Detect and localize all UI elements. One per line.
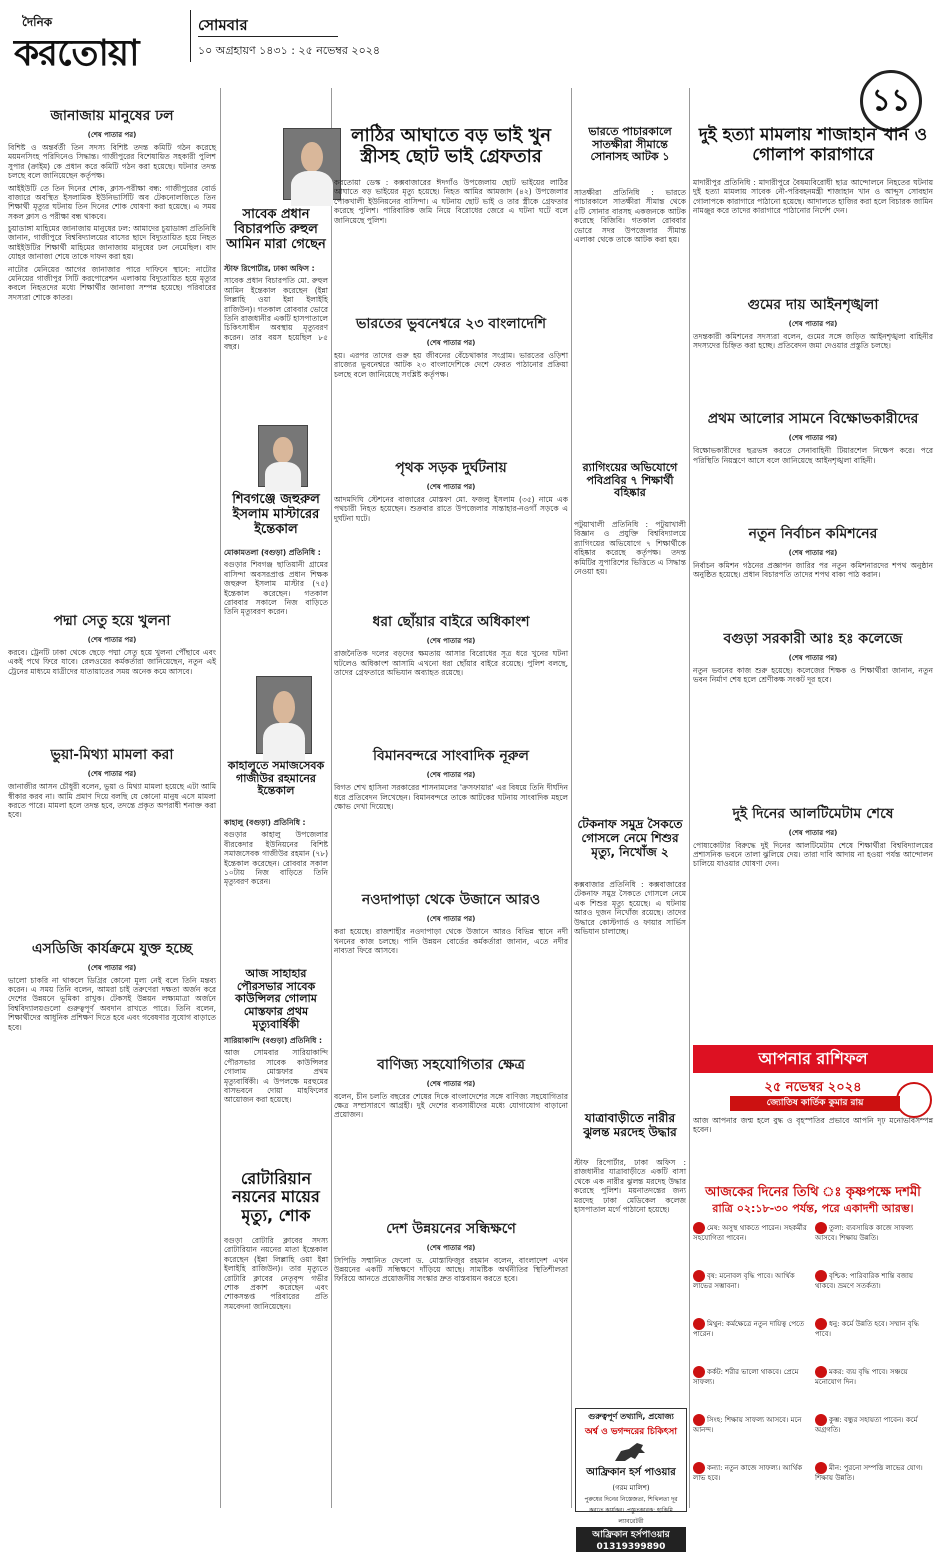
horoscope-text: কর্কট: শরীর ভালো থাকবে। প্রেমে সাফল্য।	[693, 1368, 799, 1386]
article-headline: নতুন নির্বাচন কমিশনের	[748, 526, 878, 542]
text-filler	[334, 680, 568, 740]
zodiac-sign-icon	[815, 1366, 827, 1378]
zodiac-sign-icon	[693, 1462, 705, 1474]
text-filler	[334, 1123, 568, 1213]
zodiac-sign-icon	[693, 1318, 705, 1330]
portrait-photo	[256, 676, 312, 754]
ad-phone: আফ্রিকান হর্সপাওয়ার 01319399890	[576, 1527, 686, 1552]
horoscope-text: সিংহ: শিক্ষায় সাফল্য আসবে। মনে আনন্দ।	[693, 1416, 802, 1434]
column-5	[693, 178, 933, 1043]
obituary-2	[224, 548, 328, 668]
column-divider	[331, 88, 332, 1508]
zodiac-wheel-icon	[896, 1082, 932, 1118]
article-headline: ভুয়া-মিথ্যা মামলা করা	[50, 747, 174, 764]
portrait-photo	[258, 425, 308, 487]
horoscope-item	[693, 1318, 811, 1364]
article-headline: জানাজায় মানুষের ঢল	[50, 108, 174, 124]
column-divider	[220, 88, 221, 1508]
continued-note: (শেষ পাতার পর)	[87, 131, 137, 139]
article-headline: দেশ উন্নয়নের সন্ধিক্ষণে	[386, 1220, 516, 1237]
article-headline: র‌্যাগিংয়ের অভিযোগে পবিপ্রবির ৭ শিক্ষার্থী বহিষ্কার	[582, 461, 678, 500]
horoscope-text: মিথুন: কর্মক্ষেত্রে নতুন দায়িত্ব পেতে পারেন।	[693, 1320, 805, 1338]
article-text: বলেন, চীন চলতি বছরের শেষের দিকে বাংলাদেশের সঙ্গে বাণিজ্য সহযোগিতার ক্ষেত্র সম্প্রসারণে আগ্রহী। দুই দেশের ব্যবসায়ীদের মধ্যে যোগাযোগ বাড়ানো প্রয়োজন।	[334, 1091, 568, 1120]
article-text: বিক্ষোভকারীদের ছত্রভঙ্গ করতে সেনাবাহিনী টিয়ারশেল নিক্ষেপ করে। পরে পরিস্থিতি নিয়ন্ত্রণে আসে বলে জানিয়েছে আইনশৃঙ্খলা বাহিনী।	[693, 446, 933, 465]
horse-icon	[611, 1439, 651, 1465]
article-text: বিশিষ্ট ও অন্তর্বর্তী তিন সদস্য বিশিষ্ট তদন্ত কমিটি গঠন করেছে ময়মনসিংহ পরিদিনেও সিদ্ধান্ত। গাজীপুরের বিশেষায়িত সহকারী পুলিশ সুপার (ক্রাইম) কে প্রধান করে কমিটি গঠন করা হয়েছে। ঘটনার তদন্ত চলছে বলে জানিয়েছেন কর্তৃপক্ষ।	[8, 143, 216, 181]
text-filler	[693, 353, 933, 403]
zodiac-sign-icon	[815, 1270, 827, 1282]
continued-note: (শেষ পাতার পর)	[426, 483, 476, 491]
horoscope-item	[815, 1318, 933, 1364]
continued-note: (শেষ পাতার পর)	[426, 338, 476, 347]
text-filler	[693, 583, 933, 623]
article-headline: বগুড়া সরকারী আঃ হঃ কলেজে	[723, 630, 903, 647]
article-text: চুয়াডাঙ্গা মাহিমের জানাজায় মানুষের ঢল: আমাদের চুয়াডাঙ্গা প্রতিনিধি জানান, গাজীপুরে বিশ্ববিদ্যালয়ের বাসের ছাদে বিদ্যুতায়িত হয়ে নিহত আইইউটির শিক্ষার্থী মাহিমের জানাজায় মানুষের ঢল নেমেছিল। বাদ যোহর জানাজা শেষে তাকে দাফন করা হয়।	[8, 224, 216, 262]
continued-note: (শেষ পাতার পর)	[426, 771, 476, 780]
horoscope-author: জ্যোতিষ কার্তিক কুমার রায়	[730, 1096, 900, 1111]
horoscope-text: বৃশ্চিক: পারিবারিক শান্তি বজায় থাকবে। ভ্রমণে সতর্কতা।	[815, 1272, 914, 1290]
continued-note: (শেষ পাতার পর)	[426, 915, 476, 924]
article-headline: রোটারিয়ান নয়নের মায়ের মৃত্যু, শোক	[232, 1169, 320, 1225]
zodiac-sign-icon	[815, 1414, 827, 1426]
advertisement	[575, 1408, 687, 1552]
article-text: আইইউটি তে তিন দিনের শোক, ক্লাস-পরীক্ষা বন্ধ: গাজীপুরের বোর্ড বাজারে অবস্থিত ইসলামিক ইউনিভার্সিটি অব টেকনোলজিতে তিন শিক্ষার্থী মৃত্যুর ঘটনায় তিন দিনের শোক ঘোষণা করা হয়েছে। এ সময় সকল ক্লাস ও পরীক্ষা বন্ধ থাকবে।	[8, 183, 216, 221]
horoscope-text: কন্যা: নতুন কাজে সাফল্য। আর্থিক লাভ হবে।	[693, 1464, 803, 1482]
portrait-photo	[283, 128, 341, 200]
text-filler	[8, 823, 216, 933]
page-number: ১১	[860, 70, 922, 132]
zodiac-sign-icon	[693, 1270, 705, 1282]
article-text: বিগত শেখ হাসিনা সরকারের শাসনামলের 'ক্রসফায়ার' এর বিষয়ে তিনি দীর্ঘদিন ধরে প্রতিবেদন লিখেছেন। বিমানবন্দরে তাকে আটকের ঘটনায় সাংবাদিক মহলে ক্ষোভ দেখা দিয়েছে।	[334, 783, 568, 811]
byline: সারিয়াকান্দি (বগুড়া) প্রতিনিধি :	[224, 1036, 322, 1045]
horoscope-item	[815, 1414, 933, 1460]
column-4-article-3	[574, 880, 686, 1100]
zodiac-sign-icon	[693, 1366, 705, 1378]
article-text: পটুয়াখালী প্রতিনিধি : পটুয়াখালী বিজ্ঞান ও প্রযুক্তি বিশ্ববিদ্যালয়ে র‌্যাগিংয়ের অভিযোগে ৭ শিক্ষার্থীকে বহিষ্কার করেছে কর্তৃপক্ষ। তদন্ত কমিটির সুপারিশের ভিত্তিতে এ সিদ্ধান্ত নেওয়া হয়।	[574, 520, 686, 576]
ad-line: অর্শ্ব ও ভগন্দরের চিকিৎসা	[585, 1427, 677, 1437]
ad-line: (গরম মালিশ)	[612, 1484, 650, 1492]
text-filler	[693, 688, 933, 798]
article-headline: গুমের দায় আইনশৃঙ্খলা	[747, 296, 879, 313]
article-headline: পৃথক সড়ক দুর্ঘটনায়	[395, 460, 507, 476]
horoscope-intro-text: আজ আপনার জন্ম হলে বুদ্ধ ও বৃহস্পতির প্রভাবে আপনি দৃঢ় মনোভাবসম্পন্ন হবেন।	[693, 1116, 933, 1135]
horoscope-text: বৃষ: মনোবল বৃদ্ধি পাবে। আর্থিক লাভের সম্ভাবনা।	[693, 1272, 795, 1290]
byline: স্টাফ রিপোর্টার, ঢাকা অফিস :	[224, 264, 315, 273]
issue-day: সোমবার	[198, 16, 248, 34]
continued-note: (শেষ পাতার পর)	[426, 1079, 476, 1088]
article-text: বগুড়ার শিবগঞ্জ ছাতিয়ানী গ্রামের বাসিন্দা অবসরপ্রাপ্ত প্রধান শিক্ষক জহুরুল ইসলাম মাস্টার (৭৫) ইন্তেকাল করেছেন। গতকাল রোববার সকালে নিজ বাড়িতে তিনি মৃত্যুবরণ করেন।	[224, 560, 328, 617]
continued-note: (শেষ পাতার পর)	[87, 770, 137, 779]
article-headline: বিমানবন্দরে সাংবাদিক নূরুল	[373, 748, 529, 765]
text-filler	[8, 305, 216, 605]
article-headline: বাণিজ্য সহযোগিতার ক্ষেত্র	[377, 1056, 525, 1073]
article-text: নির্বাচন কমিশন গঠনের প্রজ্ঞাপন জারির পর নতুন কমিশনারদের শপথ অনুষ্ঠান অনুষ্ঠিত হয়েছে। প্রধান বিচারপতি তাদের শপথ বাক্য পাঠ করান।	[693, 561, 933, 580]
article-text: বগুড়ার কাহালু উপজেলার বীরকেদার ইউনিয়নের বিশিষ্ট সমাজসেবক গাজীউর রহমান (৭৮) ইন্তেকাল করেছেন। রোববার সকাল ১০টায় নিজ বাড়িতে তিনি মৃত্যুবরণ করেন।	[224, 830, 328, 887]
horoscope-text: কুম্ভ: বন্ধুর সহায়তা পাবেন। কর্মে অগ্রগতি।	[815, 1416, 918, 1434]
text-filler	[334, 382, 568, 452]
text-filler	[693, 219, 933, 289]
article-text: হয়। এরপর তাদের গুরু হয় জীবনের বেঁচেথাকার সংগ্রাম। ভারতের ওড়িশা রাজ্যের ভুবনেশ্বরে আটক ২৩ বাংলাদেশিকে দেশে ফেরত পাঠানোর প্রক্রিয়া চলছে বলে জানিয়েছে সংশ্লিষ্ট কর্তৃপক্ষ।	[334, 350, 568, 379]
zodiac-sign-icon	[815, 1318, 827, 1330]
masthead-date-rule	[198, 36, 338, 37]
continued-note: (শেষ পাতার পর)	[788, 434, 838, 443]
column-4-article-4	[574, 1158, 686, 1398]
column-4-article-1	[574, 188, 686, 458]
article-headline: ভারতে পাচারকালে সাতক্ষীরা সীমান্তে সোনাসহ আটক ১	[588, 125, 672, 164]
article-text: রাজনৈতিক দলের বড়দের ক্ষমতায় আসার বিরোধের সূত্র ধরে খুনের ঘটনা ঘটলেও অধিকাংশ আসামি এখনো ধরা ছোঁয়ার বাইরে রয়েছে। পুলিশ বলছে, তাদের গ্রেফতারে অভিযান অব্যাহত রয়েছে।	[334, 649, 568, 677]
obituary-3	[224, 818, 328, 958]
article-text: নতুন ভবনের কাজ শুরু হয়েছে। কলেজের শিক্ষক ও শিক্ষার্থীরা জানান, নতুন ভবন নির্মাণ শেষ হলে শ্রেণীকক্ষ সংকট দূর হবে।	[693, 665, 933, 685]
issue-date: ১০ অগ্রহায়ণ ১৪৩১ : ২৫ নভেম্বর ২০২৪	[198, 44, 381, 57]
continued-note: (শেষ পাতার পর)	[788, 653, 838, 662]
article-headline: সাবেক প্রধান বিচারপতি রুহুল আমিন মারা গেছেন	[226, 207, 326, 252]
horoscope-intro	[693, 1116, 933, 1180]
article-headline: এসডিজি কার্যক্রমে যুক্ত হচ্ছে	[31, 940, 193, 957]
article-headline: ভারতের ভুবনেশ্বরে ২৩ বাংলাদেশি	[355, 315, 546, 332]
article-headline: দুই হত্যা মামলায় শাজাহান খান ও গোলাপ কারাগারে	[698, 125, 928, 165]
horoscope-date: ২৫ নভেম্বর ২০২৪	[764, 1080, 862, 1095]
article-text: নাটোর মেনিয়ের আগের জানাজার পারে দাফিনে স্থানে: নাটোর মেনিয়ের গাজীপুর সিটি করপোরেশন এলাকায় বিদ্যুতায়িত হয়ে মৃত্যুর কবলে নিহতদের মধ্যে শিক্ষার্থীর জানাজা সম্পন্ন হয়েছে। পরিবারের সদস্যরা শোকে কাতর।	[8, 264, 216, 302]
obituary-4	[224, 1036, 328, 1166]
article-text: পোষ্যকোটার বিরুদ্ধে দুই দিনের আলটিমেটাম শেষে শিক্ষার্থীরা বিশ্ববিদ্যালয়ের প্রশাসনিক ভবনে তালা ঝুলিয়ে দেয়। তারা দাবি আদায় না হওয়া পর্যন্ত আন্দোলন চালিয়ে যাওয়ার ঘোষণা দেন।	[693, 840, 933, 869]
ad-line: গুরুত্বপূর্ণ তথ্যাদি, প্রযোজ্য	[588, 1412, 674, 1421]
ad-line: পুরুষের দিনের নিস্তেজতা, শিথিলতা দূর করতে কার্যকর। প্রস্তুতকারক: হাকিমি ল্যাবরেটরী	[584, 1496, 678, 1525]
horoscope-text: তুলা: ব্যবসায়িক কাজে সাফল্য আসবে। শিক্ষায় উন্নতি।	[815, 1224, 914, 1242]
horoscope-item	[815, 1366, 933, 1412]
obituary-1	[224, 264, 328, 424]
article-headline: শিবগঞ্জে জহুরুল ইসলাম মাস্টারের ইন্তেকাল	[232, 492, 320, 537]
horoscope-item	[815, 1222, 933, 1268]
column-1	[8, 100, 216, 1510]
article-text: তদন্তকারী কমিশনের সদস্যরা বলেন, গুমের সঙ্গে জড়িত আইনশৃঙ্খলা বাহিনীর সদস্যদের চিহ্নিত করা হচ্ছে। প্রতিবেদন জমা দেওয়ার প্রস্তুতি চলছে।	[693, 331, 933, 350]
newspaper-logo	[8, 8, 196, 72]
horoscope-text: ধনু: কর্মে উন্নতি হবে। সম্মান বৃদ্ধি পাবে।	[815, 1320, 919, 1338]
horoscope-item	[693, 1414, 811, 1460]
column-divider	[689, 88, 690, 1508]
article-headline: টেকনাফ সমুদ্র সৈকতে গোসলে নেমে শিশুর মৃত্যু, নিখোঁজ ২	[577, 817, 683, 859]
horoscope-grid	[693, 1222, 933, 1514]
article-headline: প্রথম আলোর সামনে বিক্ষোভকারীদের	[707, 411, 919, 428]
text-filler	[334, 526, 568, 606]
text-filler	[334, 228, 568, 308]
zodiac-sign-icon	[693, 1222, 705, 1234]
continued-note: (শেষ পাতার পর)	[788, 549, 838, 557]
ad-product-name: আফ্রিকান হর্স পাওয়ার	[586, 1467, 676, 1478]
article-text: করবে। ট্রেনটি ঢাকা থেকে ছেড়ে পদ্মা সেতু হয়ে খুলনা পৌঁছাবে এবং একই পথে ফিরে যাবে। রেলওয়ের কর্মকর্তারা জানিয়েছেন, নতুন এই ট্রেনের মাধ্যমে যাত্রীদের যাতায়াতের সময় অনেক কমে আসবে।	[8, 648, 216, 676]
horoscope-item	[693, 1270, 811, 1316]
horoscope-item	[693, 1462, 811, 1508]
horoscope-item	[815, 1462, 933, 1508]
article-text: স্টাফ রিপোর্টার, ঢাকা অফিস : রাজধানীর যাত্রাবাড়ীতে একটি বাসা থেকে এক নারীর ঝুলন্ত মরদেহ উদ্ধার করেছে পুলিশ। ময়নাতদন্তের জন্য মরদেহ ঢাকা মেডিকেল কলেজ হাসপাতাল মর্গে পাঠানো হয়েছে।	[574, 1158, 686, 1214]
article-text: করতোয়া ডেস্ক : কক্সবাজারের ঈদগাঁও উপজেলায় ছোট ভাইয়ের লাঠির আঘাতে বড় ভাইয়ের মৃত্যু হয়েছে। নিহত আমির আমজাদ (৪২) উপজেলার পোকখালী ইউনিয়নের বাসিন্দা। এ ঘটনায় ছোট ভাই ও তার স্ত্রীকে গ্রেফতার করেছে পুলিশ। পারিবারিক জমি নিয়ে বিরোধের জেরে এ ঘটনা ঘটে বলে জানিয়েছে পুলিশ।	[334, 178, 568, 225]
text-filler	[8, 679, 216, 739]
article-headline: আজ সাহাহার পৌরসভার সাবেক কাউন্সিলর গোলাম মোস্তফার প্রথম মৃত্যুবার্ষিকী	[235, 967, 317, 1031]
article-text: কক্সবাজার প্রতিনিধি : কক্সবাজারের টেকনাফ সমুদ্র সৈকতে গোসলে নেমে এক শিশুর মৃত্যু হয়েছে। এ ঘটনায় আরও দুজন নিখোঁজ রয়েছে। তাদের উদ্ধারে কোস্টগার্ড ও ফায়ার সার্ভিস অভিযান চালাচ্ছে।	[574, 880, 686, 936]
continued-note: (শেষ পাতার পর)	[426, 637, 476, 646]
continued-note: (শেষ পাতার পর)	[87, 963, 137, 972]
article-text: সাবেক প্রধান বিচারপতি মো. রুহুল আমিন ইন্তেকাল করেছেন (ইন্না লিল্লাহি ওয়া ইন্না ইলাইহি রাজিউন)। গতকাল রোববার ভোরে তিনি রাজধানীর একটি হাসপাতালে চিকিৎসাধীন অবস্থায় মৃত্যুবরণ করেন। তার বয়স হয়েছিল ৮৫ বছর।	[224, 276, 328, 351]
column-4-article-2	[574, 520, 686, 810]
article-headline: দুই দিনের আলটিমেটাম শেষে	[732, 805, 894, 822]
article-text: সাতক্ষীরা প্রতিনিধি : ভারতে পাচারকালে সাতক্ষীরা সীমান্ত থেকে ৫টি সোনার বারসহ একজনকে আটক করেছে বিজিবি। গতকাল রোববার ভোরে সদর উপজেলার সীমান্ত এলাকা থেকে তাকে আটক করা হয়।	[574, 188, 686, 244]
lead-headline: লাঠির আঘাতে বড় ভাই খুন স্ত্রীসহ ছোট ভাই গ্রেফতার	[351, 125, 551, 167]
lead-column	[334, 178, 568, 1508]
article-text: করা হয়েছে। রাজশাহীর নওদাপাড়া থেকে উজানে আরও বিভিন্ন স্থানে নদী খননের কাজ চলছে। পানি উন্নয়ন বোর্ডের কর্মকর্তারা জানান, এতে নদীর নাব্যতা ফিরে আসবে।	[334, 927, 568, 956]
horoscope-text: মীন: পুরনো সম্পত্তি লাভের যোগ। শিক্ষায় উন্নতি।	[815, 1464, 923, 1482]
horoscope-item	[693, 1366, 811, 1412]
continued-note: (শেষ পাতার পর)	[426, 1243, 476, 1252]
byline: মোকামতলা (বগুড়া) প্রতিনিধি :	[224, 548, 321, 557]
zodiac-sign-icon	[693, 1414, 705, 1426]
horoscope-item	[815, 1270, 933, 1316]
zodiac-sign-icon	[815, 1222, 827, 1234]
article-headline: যাত্রাবাড়ীতে নারীর ঝুলন্ত মরদেহ উদ্ধার	[583, 1111, 677, 1139]
text-filler	[334, 959, 568, 1049]
article-headline: কাহালুতে সমাজসেবক গাজীউর রহমানের ইন্তেকাল	[227, 759, 325, 798]
masthead-divider	[190, 10, 191, 62]
article-text: জানাজীর আসন চৌধুরী বলেন, ভুয়া ও মিথ্যা মামলা হয়েছে এটা আমি স্বীকার করব না। আমি প্রমাণ দিয়ে বলছি যে কোনো মানুষ এসে মামলা করতে পারে। মামলা হলে তদন্ত হবে, তদন্তে প্রকৃত অপরাধী শনাক্ত করা হবে।	[8, 782, 216, 820]
horoscope-banner: আপনার রাশিফল	[693, 1045, 933, 1073]
article-text: মাদারীপুর প্রতিনিধি : মাদারীপুরে বৈষম্যবিরোধী ছাত্র আন্দোলনে নিহতের ঘটনায় দুই হত্যা মামলায় সাবেক নৌ-পরিবহনমন্ত্রী শাজাহান খান ও আব্দুস সোবহান গোলাপকে কারাগারে পাঠানো হয়েছে। আদালতে হাজির করা হলে বিচারক জামিন নামঞ্জুর করে তাদের কারাগারে পাঠানোর নির্দেশ দেন।	[693, 178, 933, 216]
byline: কাহালু (বগুড়া) প্রতিনিধি :	[224, 818, 306, 827]
article-text: আদমদিঘি স্টেশনের বাজারের মোস্তফা মো. ফজলু ইসলাম (৩৫) নামে এক পথচারী নিহত হয়েছেন। শুক্রবার রাতে উপজেলার সান্তাহার-নওগাঁ সড়কে এ দুর্ঘটনা ঘটে।	[334, 495, 568, 523]
zodiac-sign-icon	[815, 1462, 827, 1474]
article-headline: পদ্মা সেতু হয়ে খুলনা	[53, 613, 171, 629]
article-text: বগুড়া রোটারি ক্লাবের সদস্য রোটারিয়ান নয়নের মাতা ইন্তেকাল করেছেন (ইন্না লিল্লাহি ওয়া ইন্না ইলাইহি রাজিউন)। তার মৃত্যুতে রোটারি ক্লাবের নেতৃবৃন্দ গভীর শোক প্রকাশ করেছেন এবং শোকসন্তপ্ত পরিবারের প্রতি সমবেদনা জানিয়েছেন।	[224, 1236, 328, 1311]
tithi-subtitle: রাত্রি ০২:১৮-৩০ পর্যন্ত, পরে একাদশী আরম্ভ।	[712, 1202, 914, 1215]
column-divider	[571, 88, 572, 1508]
horoscope-text: মকর: ব্যয় বৃদ্ধি পাবে। সঞ্চয়ে মনোযোগ দিন।	[815, 1368, 908, 1386]
horoscope-item	[693, 1222, 811, 1268]
article-headline: ধরা ছোঁয়ার বাইরে অধিকাংশ	[372, 614, 530, 631]
article-headline: নওদাপাড়া থেকে উজানে আরও	[361, 892, 541, 909]
logo-small-text: দৈনিক	[22, 15, 53, 29]
tithi-title: আজকের দিনের তিথি ঃ কৃষ্ণপক্ষে দশমী	[705, 1185, 921, 1200]
article-text: সিপিডি সম্মানিত ফেলো ড. মোস্তাফিজুর রহমান বলেন, বাংলাদেশ এখন উন্নয়নের একটি সন্ধিক্ষণে দাঁড়িয়ে আছে। সামষ্টিক অর্থনীতির স্থিতিশীলতা ফিরিয়ে আনতে প্রয়োজনীয় সংস্কার দ্রুত বাস্তবায়ন করতে হবে।	[334, 1255, 568, 1284]
continued-note: (শেষ পাতার পর)	[788, 319, 838, 328]
article-text: আজ সোমবার সারিয়াকান্দি পৌরসভার সাবেক কাউন্সিলর গোলাম মোস্তফার প্রথম মৃত্যুবার্ষিকী। এ উপলক্ষে মরহুমের বাসভবনে দোয়া মাহফিলের আয়োজন করা হয়েছে।	[224, 1048, 328, 1105]
continued-note: (শেষ পাতার পর)	[87, 636, 137, 644]
text-filler	[334, 814, 568, 884]
logo-title: করতোয়া	[14, 32, 139, 74]
continued-note: (শেষ পাতার পর)	[788, 828, 838, 837]
text-filler	[693, 468, 933, 518]
horoscope-text: মেষ: অসুস্থ থাকতে পারেন। সহকর্মীর সহযোগিতা পাবেন।	[693, 1224, 807, 1242]
obituary-5	[224, 1236, 328, 1506]
article-text: ভালো চাকরি না থাকলে ডিগ্রির কোনো মূল্য নেই বলে তিনি মন্তব্য করেন। এ সময় তিনি বলেন, আমরা চাই তরুণেরা দক্ষতা অর্জন করে দেশের উন্নয়নে ভূমিকা রাখুক। টেকসই উন্নয়ন লক্ষ্যমাত্রা অর্জনে বিশ্ববিদ্যালয়গুলো গুরুত্বপূর্ণ অবদান রাখতে পারে। তিনি বলেন, শিক্ষার্থীদের আধুনিক প্রশিক্ষণ দিতে হবে এবং গবেষণার সুযোগ বাড়াতে হবে।	[8, 975, 216, 1032]
